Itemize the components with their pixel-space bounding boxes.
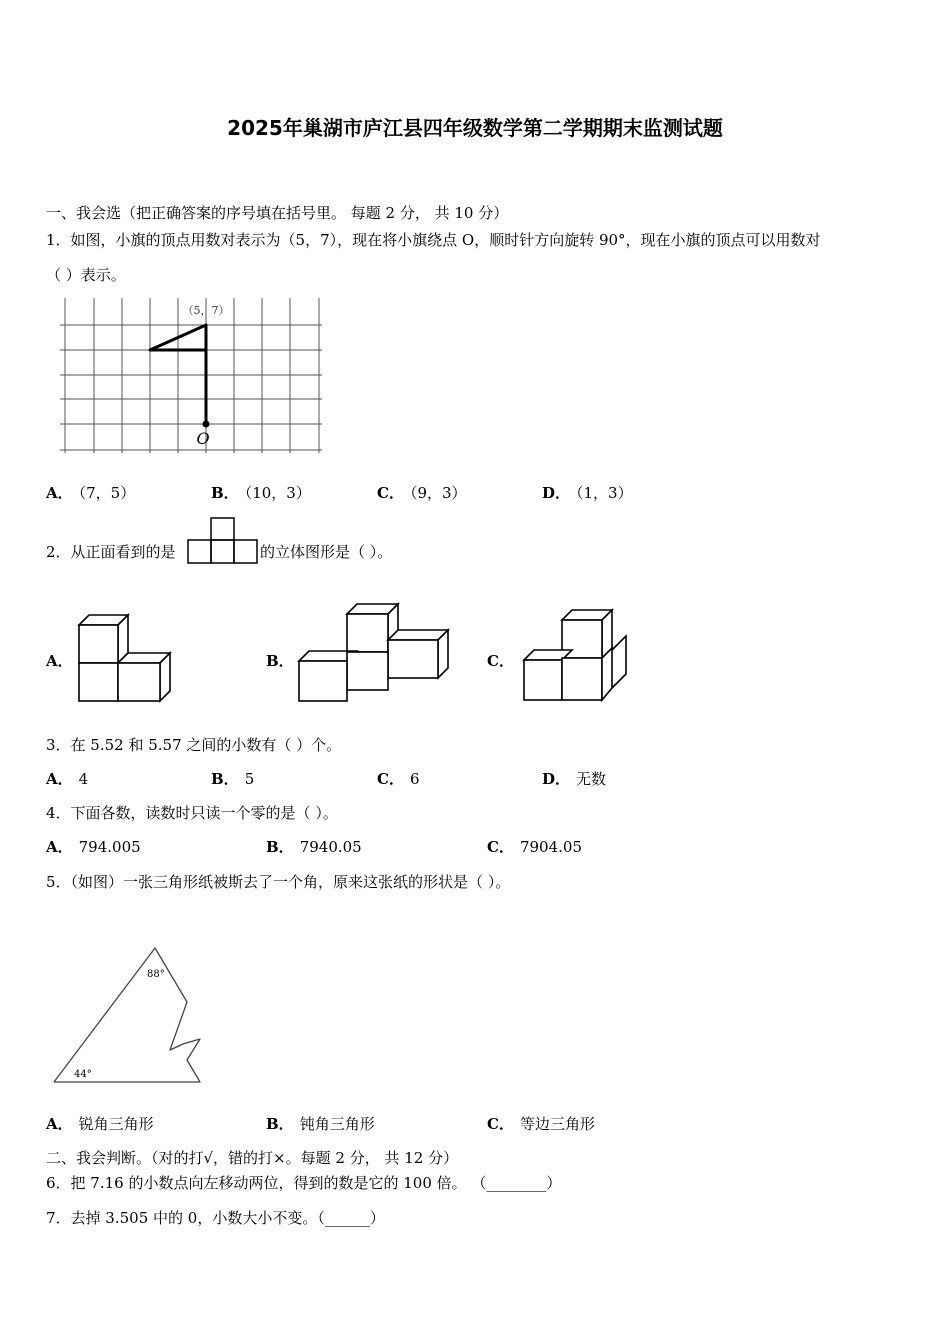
q2-option-b[interactable]: B． [266, 652, 294, 670]
q3-option-c[interactable]: C． 6 [377, 770, 420, 788]
q2-stem-before: 2．从正面看到的是 [46, 543, 176, 561]
q2-front-view-figure [187, 516, 259, 566]
q2-stem-after: 的立体图形是（ ）。 [260, 543, 393, 561]
q5-option-a[interactable]: A． 锐角三角形 [46, 1115, 154, 1133]
q1-stem-line1: 1．如图，小旗的顶点用数对表示为（5，7），现在将小旗绕点 O，顺时针方向旋转 90°，现在小旗的顶点可以用数对 [46, 231, 821, 249]
q2-option-a[interactable]: A． [46, 652, 73, 670]
q1-option-a[interactable]: A． （7，5） [46, 484, 136, 502]
q4-option-a[interactable]: A． 794.005 [46, 838, 141, 856]
section-1-heading: 一、我会选（把正确答案的序号填在括号里。 每题 2 分， 共 10 分） [46, 204, 509, 222]
page-title: 2025年巢湖市庐江县四年级数学第二学期期末监测试题 [227, 116, 723, 140]
q1-stem-line2: （ ）表示。 [46, 266, 126, 284]
flag-vertex-label: （5，7） [182, 304, 230, 317]
q3-stem: 3．在 5.52 和 5.57 之间的小数有（ ）个。 [46, 736, 342, 754]
q5-stem: 5．（如图）一张三角形纸被斯去了一个角，原来这张纸的形状是（ ）。 [46, 873, 511, 891]
q3-option-a[interactable]: A． 4 [46, 770, 89, 788]
q5-torn-triangle-figure [50, 942, 220, 1092]
q3-option-b[interactable]: B． 5 [211, 770, 255, 788]
q2-option-b-cubes [295, 600, 453, 706]
angle-44-label: 44° [74, 1069, 92, 1080]
q5-option-b[interactable]: B． 钝角三角形 [266, 1115, 375, 1133]
q1-option-b[interactable]: B． （10，3） [211, 484, 311, 502]
q2-option-c[interactable]: C． [487, 652, 514, 670]
angle-88-label: 88° [147, 969, 165, 980]
q2-option-c-cubes [520, 608, 630, 706]
q1-grid-figure [60, 298, 325, 458]
q1-option-d[interactable]: D． （1，3） [542, 484, 633, 502]
section-2-heading: 二、我会判断。（对的打√，错的打×。每题 2 分， 共 12 分） [46, 1149, 459, 1167]
q1-option-c[interactable]: C． （9，3） [377, 484, 467, 502]
q6-stem[interactable]: 6．把 7.16 的小数点向左移动两位，得到的数是它的 100 倍。 （________） [46, 1174, 562, 1192]
origin-label: O [196, 429, 210, 448]
q5-option-c[interactable]: C． 等边三角形 [487, 1115, 595, 1133]
q4-stem: 4．下面各数，读数时只读一个零的是（ ）。 [46, 804, 338, 822]
q4-option-c[interactable]: C． 7904.05 [487, 838, 582, 856]
q7-stem[interactable]: 7．去掉 3.505 中的 0，小数大小不变。（______） [46, 1209, 385, 1227]
q2-option-a-cubes [76, 612, 174, 704]
q3-option-d[interactable]: D． 无数 [542, 770, 607, 788]
q4-option-b[interactable]: B． 7940.05 [266, 838, 362, 856]
